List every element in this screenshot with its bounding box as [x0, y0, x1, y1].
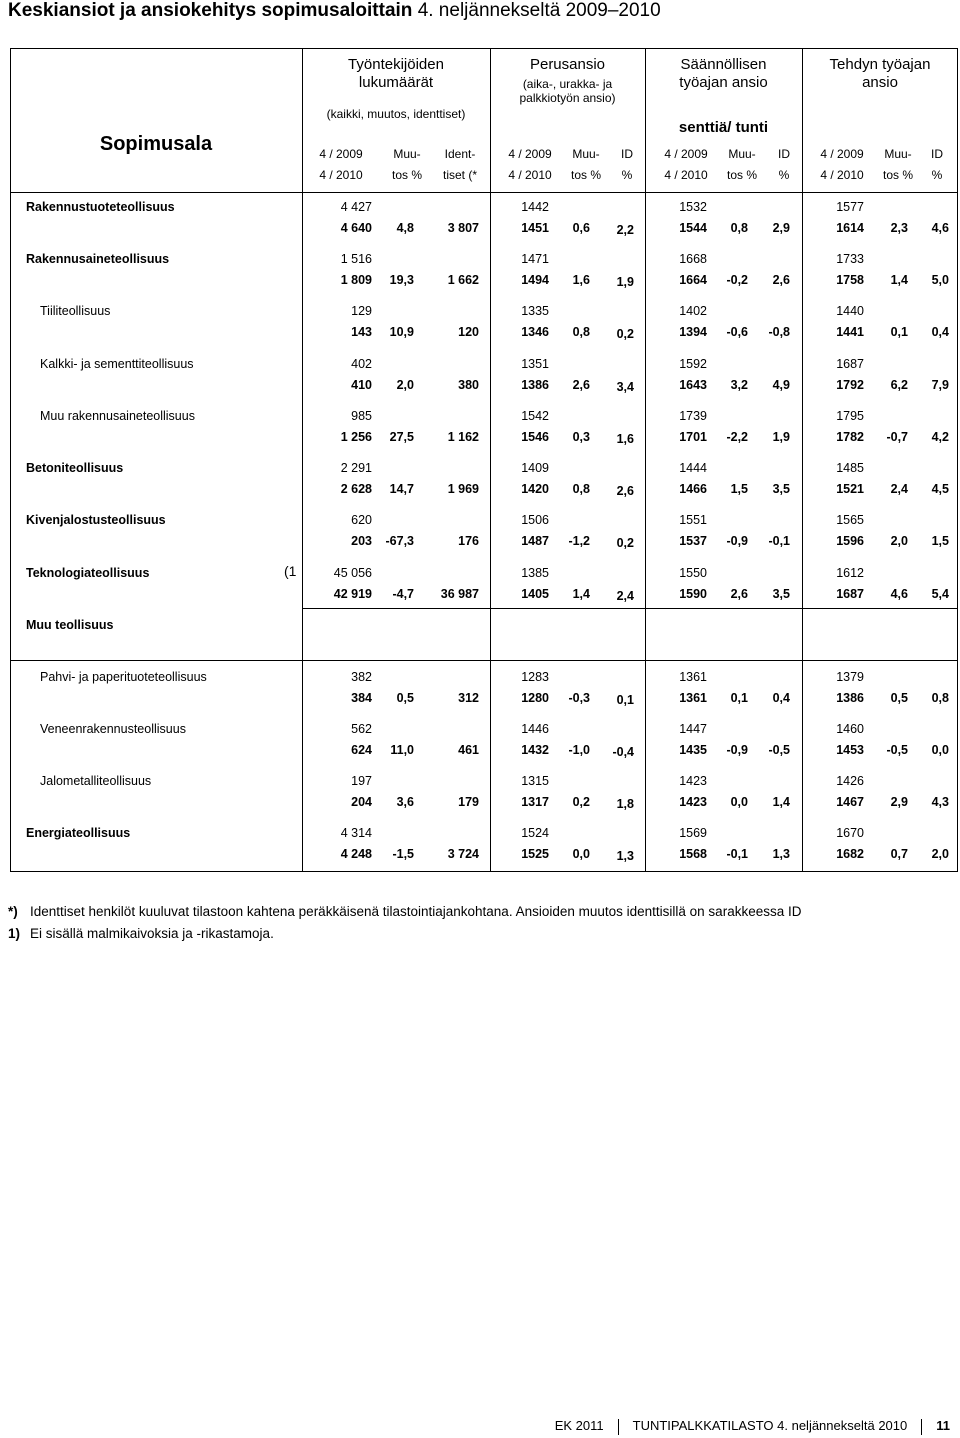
page-title: [8, 0, 661, 22]
table-cell: 45 056: [333, 566, 372, 580]
table-cell: -2,2: [726, 430, 748, 444]
table-cell: 1,5: [931, 534, 949, 548]
table-cell: 2,6: [772, 273, 790, 287]
table-cell: 0,2: [572, 795, 590, 809]
group-employees-line2: lukumäärät: [358, 74, 434, 91]
row-label: Energiateollisuus: [26, 826, 131, 840]
table-cell: 3,5: [772, 587, 790, 601]
footer-publication-name: TUNTIPALKKATILASTO: [632, 1418, 774, 1433]
table-cell: 1361: [679, 691, 707, 705]
sopimusala-header: Sopimusala: [99, 133, 213, 155]
table-cell: 1733: [836, 252, 864, 266]
table-cell: 2,4: [890, 482, 908, 496]
column-header-id: %: [931, 168, 943, 182]
table-cell: 1668: [679, 252, 707, 266]
table-cell: -0,4: [612, 745, 634, 759]
table-cell: 1521: [836, 482, 864, 496]
footer-publisher: EK 2011: [554, 1418, 604, 1433]
table-cell: 1451: [521, 221, 549, 235]
row-label: Muu rakennusaineteollisuus: [40, 409, 195, 423]
table-cell: 4,8: [396, 221, 414, 235]
table-cell: 2,0: [890, 534, 908, 548]
table-cell: 1485: [836, 461, 864, 475]
table-cell: 410: [351, 378, 372, 392]
table-cell: 27,5: [389, 430, 414, 444]
table-cell: 1643: [679, 378, 707, 392]
table-cell: 1440: [836, 304, 864, 318]
column-header-period: 4 / 2009: [820, 147, 864, 161]
table-cell: -0,5: [768, 743, 790, 757]
column-header-id: ID: [778, 147, 790, 161]
footnote-text: Ei sisällä malmikaivoksia ja -rikastamoja.: [30, 926, 274, 941]
table-cell: 1 662: [447, 273, 479, 287]
group-tehty-line1: Tehdyn työajan: [829, 56, 931, 73]
group-perusansio-sub1: (aika-, urakka- ja: [522, 77, 613, 91]
table-cell: 1 516: [340, 252, 372, 266]
table-cell: 1423: [679, 774, 707, 788]
group-perusansio-sub2: palkkiotyön ansio): [519, 91, 616, 105]
table-cell: 402: [351, 357, 372, 371]
row-label: Betoniteollisuus: [26, 461, 124, 475]
table-cell: 1,3: [772, 847, 790, 861]
table-cell: 0,0: [730, 795, 748, 809]
table-cell: 384: [351, 691, 372, 705]
table-cell: 3,2: [730, 378, 748, 392]
table-cell: 1471: [521, 252, 549, 266]
table-cell: 1446: [521, 722, 549, 736]
table-cell: 1,4: [572, 587, 590, 601]
table-cell: 0,3: [572, 430, 590, 444]
table-cell: 4,2: [931, 430, 949, 444]
row-label: Muu teollisuus: [26, 618, 114, 632]
table-cell: 1,9: [772, 430, 790, 444]
table-cell: 380: [458, 378, 479, 392]
table-cell: 1592: [679, 357, 707, 371]
table-divider: [645, 48, 646, 872]
table-cell: -0,7: [886, 430, 908, 444]
table-cell: 1,6: [572, 273, 590, 287]
footer-separator: [921, 1419, 922, 1435]
group-saannollinen-line2: työajan ansio: [679, 74, 768, 91]
table-cell: 2,3: [890, 221, 908, 235]
column-header-period: 4 / 2010: [820, 168, 864, 182]
table-cell: 1346: [521, 325, 549, 339]
table-cell: 1524: [521, 826, 549, 840]
table-cell: 204: [351, 795, 372, 809]
column-header-muutos: Muu-: [728, 147, 756, 161]
table-cell: -0,9: [726, 534, 748, 548]
table-cell: 1,8: [616, 797, 634, 811]
table-cell: 2,0: [931, 847, 949, 861]
table-cell: 4,9: [772, 378, 790, 392]
group-saannollinen-line1: Säännöllisen: [680, 56, 767, 73]
table-cell: 1701: [679, 430, 707, 444]
table-cell: 1420: [521, 482, 549, 496]
table-cell: 1664: [679, 273, 707, 287]
table-cell: 203: [351, 534, 372, 548]
table-cell: 985: [351, 409, 372, 423]
table-cell: 2,6: [730, 587, 748, 601]
table-cell: 1444: [679, 461, 707, 475]
table-cell: 1532: [679, 200, 707, 214]
table-cell: 2,0: [396, 378, 414, 392]
column-header-muutos: Muu-: [884, 147, 912, 161]
column-header-period: 4 / 2010: [664, 168, 708, 182]
footer-separator: [618, 1419, 619, 1435]
table-cell: 4 314: [340, 826, 372, 840]
table-cell: -1,2: [568, 534, 590, 548]
table-cell: 1335: [521, 304, 549, 318]
table-cell: -0,8: [768, 325, 790, 339]
table-cell: 0,1: [616, 693, 634, 707]
table-cell: 1441: [836, 325, 864, 339]
table-cell: 11,0: [390, 743, 414, 757]
table-cell: 2,9: [772, 221, 790, 235]
table-cell: 129: [351, 304, 372, 318]
table-cell: 1315: [521, 774, 549, 788]
row-label: Pahvi- ja paperituoteteollisuus: [40, 670, 207, 684]
table-cell: 1435: [679, 743, 707, 757]
table-cell: 1386: [521, 378, 549, 392]
table-cell: 1394: [679, 325, 707, 339]
column-header-muutos: Muu-: [572, 147, 600, 161]
table-cell: 1596: [836, 534, 864, 548]
table-cell: 1506: [521, 513, 549, 527]
table-cell: 176: [458, 534, 479, 548]
table-cell: 1466: [679, 482, 707, 496]
muu-teollisuus-divider-bottom: [10, 660, 958, 661]
footer-publication: [633, 1418, 908, 1433]
table-cell: 1,5: [730, 482, 748, 496]
table-header-divider: [10, 192, 958, 193]
table-cell: 0,5: [396, 691, 414, 705]
table-cell: 461: [458, 743, 479, 757]
table-cell: 3 807: [447, 221, 479, 235]
table-cell: 1590: [679, 587, 707, 601]
column-header-id: %: [621, 168, 633, 182]
column-header-id: ID: [621, 147, 633, 161]
unit-label: senttiä/ tunti: [678, 119, 769, 136]
table-cell: 1542: [521, 409, 549, 423]
table-cell: 1379: [836, 670, 864, 684]
table-cell: 4,6: [890, 587, 908, 601]
column-header-muutos: Muu-: [393, 147, 421, 161]
table-divider: [302, 48, 303, 872]
table-cell: 1361: [679, 670, 707, 684]
table-cell: 1546: [521, 430, 549, 444]
table-cell: 312: [458, 691, 479, 705]
row-label: Rakennusaineteollisuus: [26, 252, 170, 266]
table-cell: 1565: [836, 513, 864, 527]
table-cell: 1,4: [772, 795, 790, 809]
table-cell: 0,6: [572, 221, 590, 235]
table-cell: 1525: [521, 847, 549, 861]
table-cell: 10,9: [389, 325, 414, 339]
row-label: Tiiliteollisuus: [40, 304, 111, 318]
table-cell: 2,6: [616, 484, 634, 498]
table-cell: 0,2: [616, 327, 634, 341]
table-cell: 143: [351, 325, 372, 339]
footnote-malmikaivokset: [8, 926, 274, 941]
page-footer: [555, 1418, 950, 1435]
table-cell: -0,3: [568, 691, 590, 705]
table-cell: 4 248: [340, 847, 372, 861]
table-cell: 4,5: [931, 482, 949, 496]
table-cell: 1447: [679, 722, 707, 736]
group-perusansio-line1: Perusansio: [529, 56, 606, 73]
table-cell: 1 969: [447, 482, 479, 496]
table-cell: 1550: [679, 566, 707, 580]
table-cell: 1283: [521, 670, 549, 684]
table-cell: 6,2: [890, 378, 908, 392]
table-cell: 1494: [521, 273, 549, 287]
table-cell: 1405: [521, 587, 549, 601]
table-cell: 1,9: [616, 275, 634, 289]
table-cell: -0,6: [726, 325, 748, 339]
column-header-muutos: tos %: [570, 168, 601, 182]
table-cell: -0,1: [726, 847, 748, 861]
table-cell: 2 628: [340, 482, 372, 496]
table-cell: 1426: [836, 774, 864, 788]
table-divider: [802, 48, 803, 872]
table-cell: 0,7: [890, 847, 908, 861]
table-cell: 0,5: [890, 691, 908, 705]
table-cell: 1612: [836, 566, 864, 580]
column-header-muutos: tos %: [882, 168, 913, 182]
table-cell: -0,5: [886, 743, 908, 757]
table-cell: 1577: [836, 200, 864, 214]
table-cell: -0,2: [726, 273, 748, 287]
table-cell: 624: [351, 743, 372, 757]
page-title-bold: Keskiansiot ja ansiokehitys sopimusaloittain: [8, 0, 413, 21]
table-cell: 2,4: [616, 589, 634, 603]
column-header-id: ID: [931, 147, 943, 161]
table-cell: 1544: [679, 221, 707, 235]
table-cell: 1432: [521, 743, 549, 757]
group-employees-line1: Työntekijöiden: [348, 56, 444, 73]
column-header-period: 4 / 2010: [508, 168, 552, 182]
group-tehty-line2: ansio: [862, 74, 898, 91]
table-cell: 1,6: [616, 432, 634, 446]
column-header-muutos: tos %: [391, 168, 422, 182]
table-cell: 1453: [836, 743, 864, 757]
table-cell: 1386: [836, 691, 864, 705]
table-cell: 0,0: [572, 847, 590, 861]
table-cell: 1792: [836, 378, 864, 392]
row-footnote-ref: (1: [284, 563, 297, 579]
table-cell: 0,1: [890, 325, 908, 339]
column-header-ident: tiset (*: [442, 168, 477, 182]
table-cell: 197: [351, 774, 372, 788]
table-cell: 42 919: [333, 587, 372, 601]
table-cell: 1551: [679, 513, 707, 527]
table-cell: 2,2: [616, 223, 634, 237]
row-label: Veneenrakennusteollisuus: [40, 722, 186, 736]
muu-teollisuus-divider-top: [302, 608, 958, 609]
table-cell: -4,7: [392, 587, 414, 601]
group-employees-sub: (kaikki, muutos, identtiset): [326, 107, 466, 121]
table-cell: 620: [351, 513, 372, 527]
table-cell: 1782: [836, 430, 864, 444]
table-cell: 7,9: [931, 378, 949, 392]
table-cell: 0,1: [730, 691, 748, 705]
table-cell: 0,4: [931, 325, 949, 339]
page-number: 11: [936, 1418, 950, 1433]
table-cell: 0,8: [572, 482, 590, 496]
table-cell: 1687: [836, 587, 864, 601]
table-cell: 4,3: [931, 795, 949, 809]
row-label: Kalkki- ja sementtiteollisuus: [40, 357, 194, 371]
table-cell: 5,0: [931, 273, 949, 287]
table-cell: 1537: [679, 534, 707, 548]
table-cell: -67,3: [385, 534, 414, 548]
page-title-period: 4. neljännekseltä 2009–2010: [417, 0, 661, 21]
table-cell: -0,1: [768, 534, 790, 548]
table-cell: 1409: [521, 461, 549, 475]
column-header-muutos: tos %: [726, 168, 757, 182]
table-cell: 4 640: [340, 221, 372, 235]
table-cell: -1,5: [392, 847, 414, 861]
table-cell: 4 427: [340, 200, 372, 214]
row-label: Jalometalliteollisuus: [40, 774, 152, 788]
table-cell: 1795: [836, 409, 864, 423]
table-cell: 1460: [836, 722, 864, 736]
table-cell: 3,5: [772, 482, 790, 496]
table-cell: 1614: [836, 221, 864, 235]
table-cell: 1682: [836, 847, 864, 861]
table-cell: 1 162: [447, 430, 479, 444]
table-cell: 0,8: [931, 691, 949, 705]
table-cell: 1351: [521, 357, 549, 371]
table-cell: 2 291: [340, 461, 372, 475]
footnote-mark: 1): [8, 926, 21, 941]
column-header-period: 4 / 2009: [319, 147, 363, 161]
table-cell: 1423: [679, 795, 707, 809]
table-cell: 2,9: [890, 795, 908, 809]
table-cell: 36 987: [440, 587, 479, 601]
table-cell: 1670: [836, 826, 864, 840]
table-cell: 179: [458, 795, 479, 809]
table-cell: 5,4: [931, 587, 949, 601]
table-cell: 1317: [521, 795, 549, 809]
row-label: Rakennustuoteteollisuus: [26, 200, 175, 214]
table-cell: 1402: [679, 304, 707, 318]
table-cell: 1 809: [340, 273, 372, 287]
table-cell: 0,2: [616, 536, 634, 550]
table-cell: 3 724: [447, 847, 479, 861]
footer-publication-period: 4. neljännekseltä 2010: [777, 1418, 908, 1433]
column-header-period: 4 / 2009: [664, 147, 708, 161]
table-cell: 1,4: [890, 273, 908, 287]
table-cell: 0,4: [772, 691, 790, 705]
footnote-identtiset: [8, 904, 801, 919]
table-cell: 3,4: [616, 380, 634, 394]
column-header-period: 4 / 2010: [319, 168, 363, 182]
row-label: Kivenjalostusteollisuus: [26, 513, 166, 527]
table-cell: 1739: [679, 409, 707, 423]
table-cell: 14,7: [389, 482, 414, 496]
row-label: Teknologiateollisuus: [26, 566, 150, 580]
table-cell: 120: [458, 325, 479, 339]
table-cell: 1,3: [616, 849, 634, 863]
table-cell: 1758: [836, 273, 864, 287]
footnote-text: Identtiset henkilöt kuuluvat tilastoon kahtena peräkkäisenä tilastointiajankohtana. Ansioiden muutos identtisillä on sarakkeessa ID: [30, 904, 802, 919]
table-cell: 2,6: [572, 378, 590, 392]
table-cell: 1487: [521, 534, 549, 548]
table-cell: -0,9: [726, 743, 748, 757]
table-cell: 1280: [521, 691, 549, 705]
table-cell: 0,0: [931, 743, 949, 757]
footnote-mark: *): [8, 904, 18, 919]
table-cell: 1687: [836, 357, 864, 371]
table-cell: 382: [351, 670, 372, 684]
table-cell: 1568: [679, 847, 707, 861]
table-cell: 1385: [521, 566, 549, 580]
table-cell: 19,3: [389, 273, 414, 287]
table-cell: 4,6: [931, 221, 949, 235]
table-cell: 3,6: [396, 795, 414, 809]
table-cell: 0,8: [730, 221, 748, 235]
table-cell: 562: [351, 722, 372, 736]
table-cell: 1442: [521, 200, 549, 214]
table-cell: 0,8: [572, 325, 590, 339]
table-cell: 1467: [836, 795, 864, 809]
table-cell: 1569: [679, 826, 707, 840]
column-header-id: %: [778, 168, 790, 182]
column-header-ident: Ident-: [444, 147, 476, 161]
table-cell: 1 256: [340, 430, 372, 444]
table-cell: -1,0: [568, 743, 590, 757]
column-header-period: 4 / 2009: [508, 147, 552, 161]
